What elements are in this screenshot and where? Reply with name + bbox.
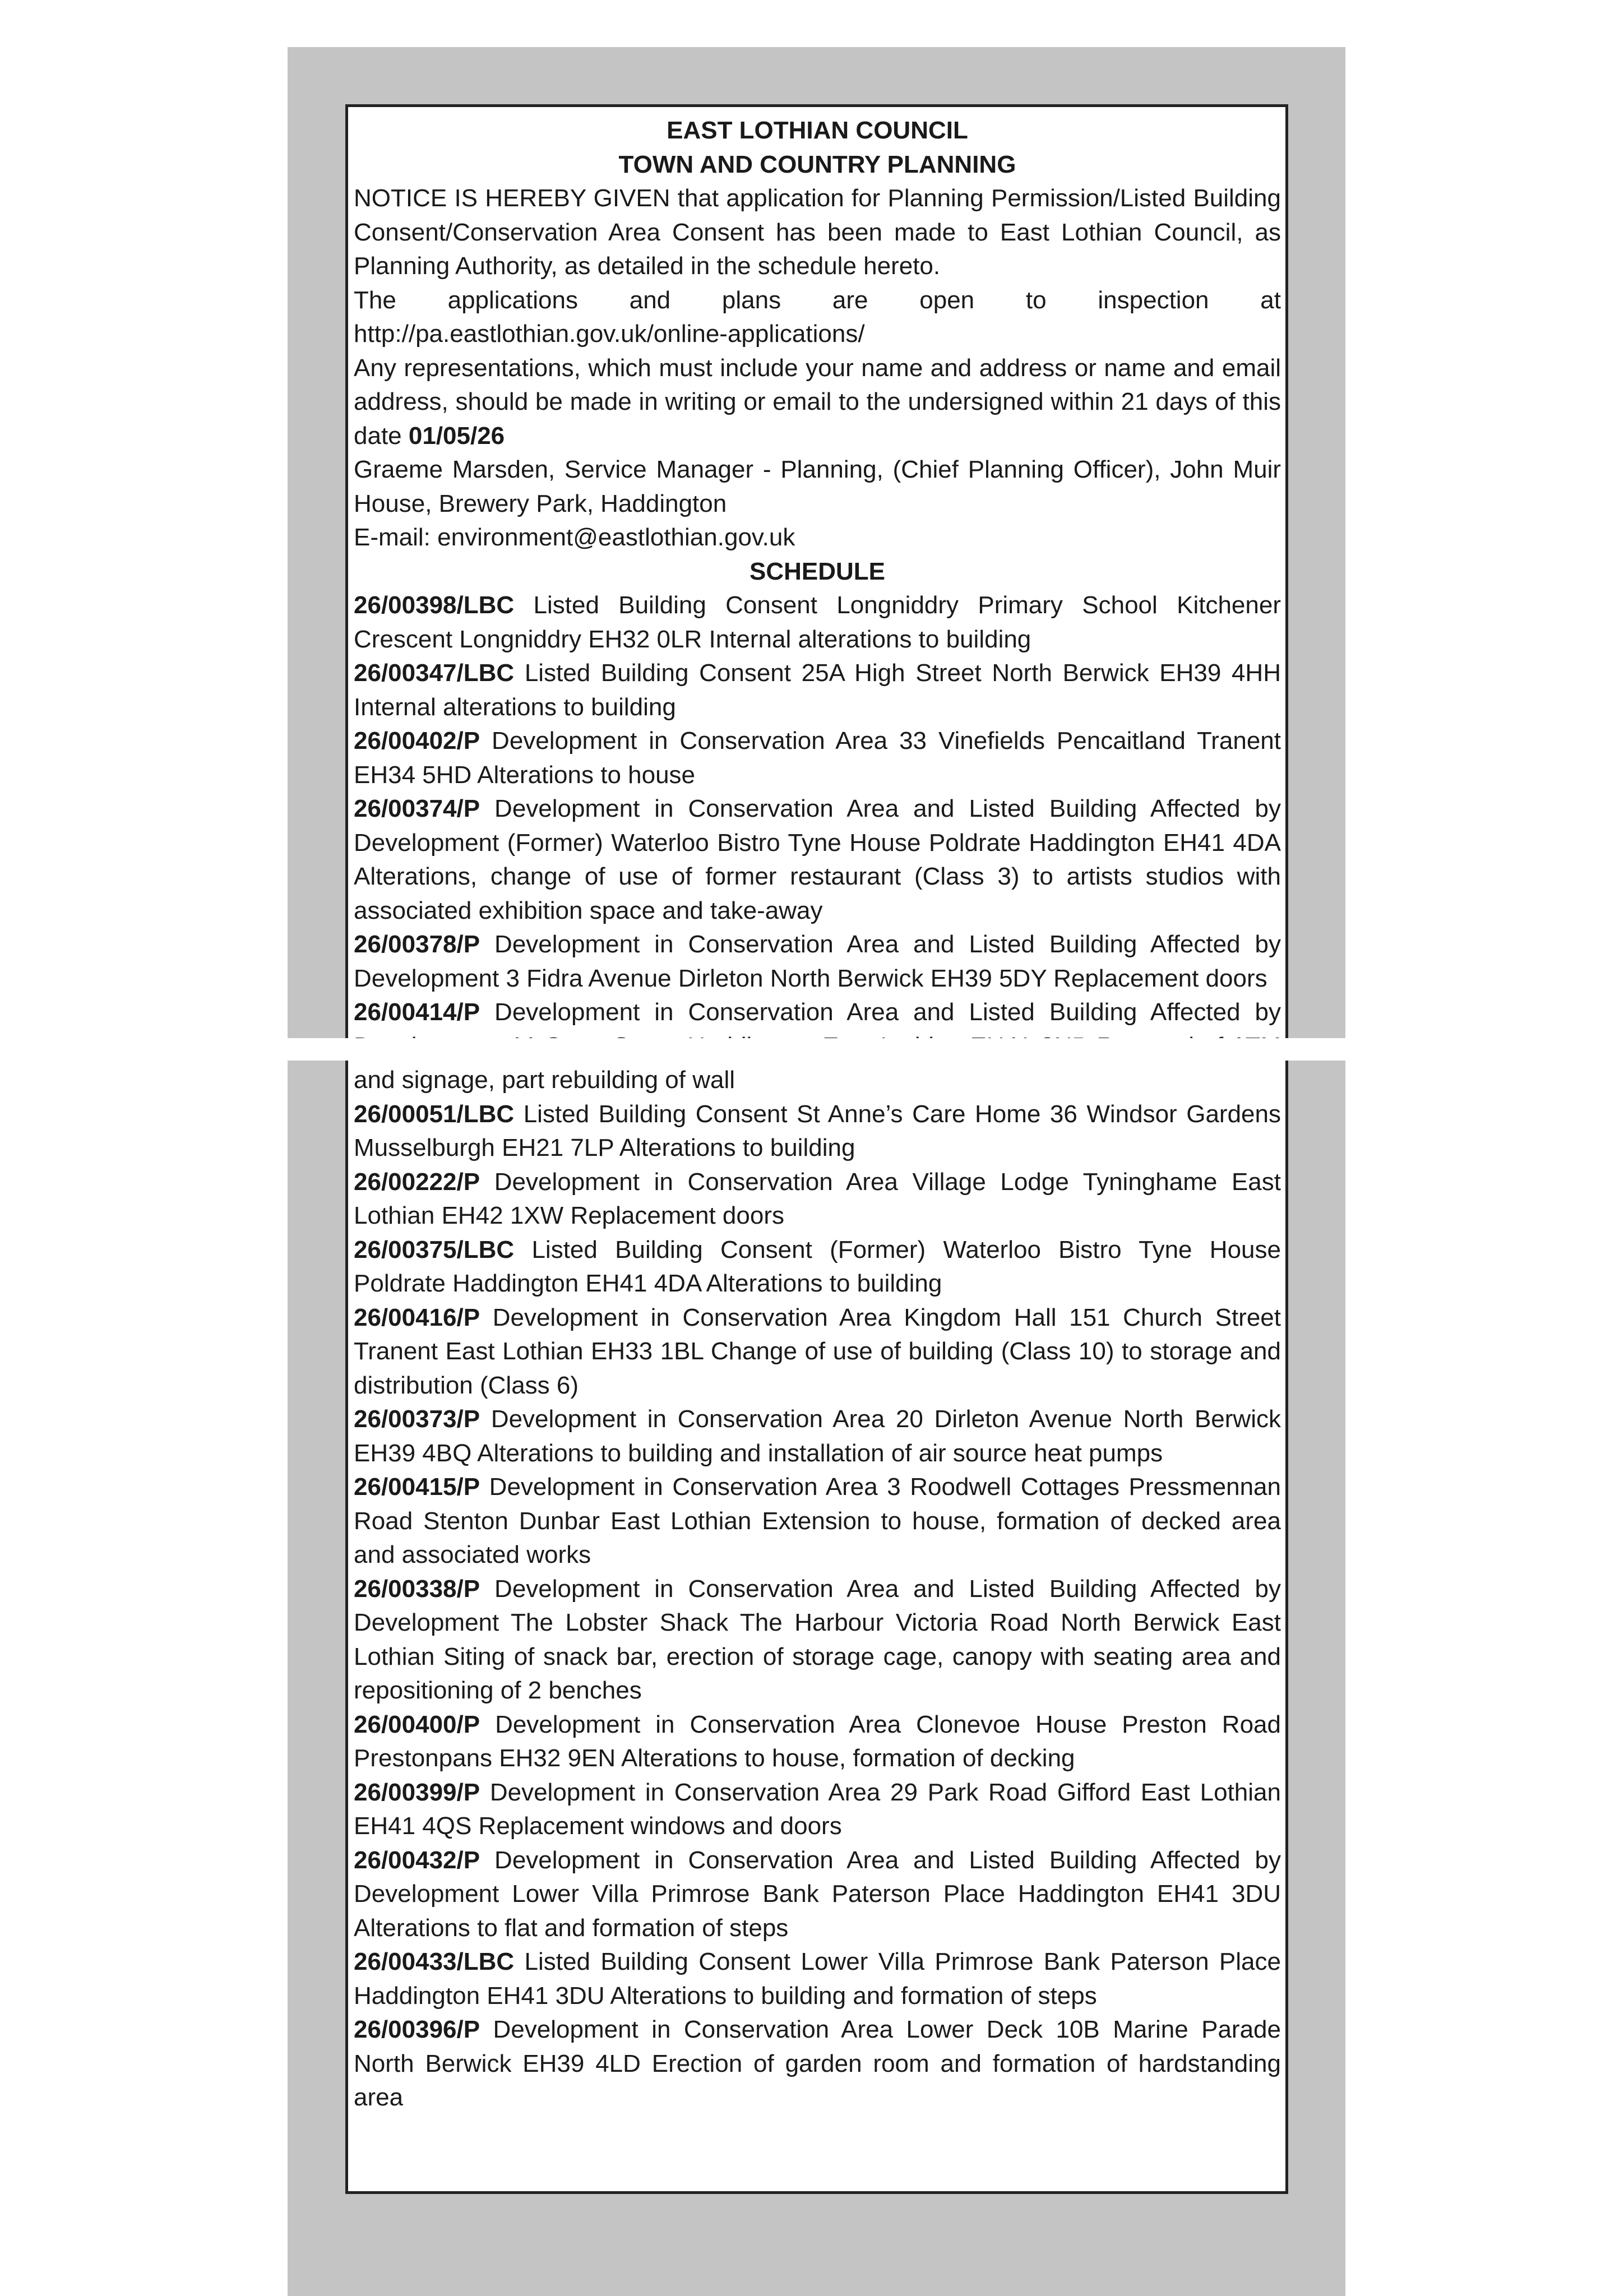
- application-description: Development in Conservation Area Village Lodge Tyninghame East Lothian EH42 1XW Replacement doors: [354, 1168, 1281, 1229]
- application-reference: 26/00222/P: [354, 1168, 480, 1196]
- application-entry: [354, 1945, 1281, 2013]
- application-reference: 26/00398/LBC: [354, 591, 515, 619]
- application-entry: [354, 1572, 1281, 1708]
- inspection-paragraph: The applications and plans are open to inspection at http://pa.eastlothian.gov.uk/online-applications/: [354, 286, 1281, 348]
- application-description: Development in Conservation Area 3 Roodwell Cottages Pressmennan Road Stenton Dunbar East Lothian Extension to house, formation of decked area and associated works: [354, 1473, 1281, 1568]
- application-entry: [354, 2013, 1281, 2115]
- application-reference: 26/00399/P: [354, 1778, 480, 1806]
- application-reference: 26/00373/P: [354, 1405, 480, 1433]
- application-reference: 26/00374/P: [354, 795, 480, 822]
- application-reference: 26/00414/P: [354, 998, 480, 1026]
- application-description: Development in Conservation Area Kingdom Hall 151 Church Street Tranent East Lothian EH33 1BL Change of use of building (Class 10) to storage and distribution (Class 6): [354, 1303, 1281, 1399]
- intro-paragraph: NOTICE IS HEREBY GIVEN that application for Planning Permission/Listed Building Consent/Conservation Area Consent has been made to East Lothian Council, as Planning Authority, as detailed in the schedule hereto.: [354, 184, 1281, 280]
- application-reference: 26/00378/P: [354, 931, 480, 958]
- application-reference: 26/00433/LBC: [354, 1948, 515, 1975]
- notice-subtitle: TOWN AND COUNTRY PLANNING: [618, 150, 1016, 178]
- application-description: Development in Conservation Area and Listed Building Affected by Development Lower Villa Primrose Bank Paterson Place Haddington EH41 3DU Alterations to flat and formation of steps: [354, 1846, 1281, 1942]
- schedule-title: SCHEDULE: [749, 557, 886, 585]
- application-entry: [354, 792, 1281, 928]
- application-reference: 26/00400/P: [354, 1710, 480, 1738]
- application-entry: [354, 1776, 1281, 1844]
- application-list: [354, 589, 1281, 2115]
- planning-notice: [345, 104, 1288, 2194]
- application-reference: 26/00338/P: [354, 1575, 480, 1603]
- application-reference: 26/00416/P: [354, 1303, 480, 1331]
- application-entry: [354, 1844, 1281, 1946]
- application-description: Development in Conservation Area Lower Deck 10B Marine Parade North Berwick EH39 4LD Erection of garden room and formation of hardstanding area: [354, 2016, 1281, 2111]
- application-description: Development in Conservation Area and Listed Building Affected by and signage, part rebuilding of wall: [354, 998, 1281, 1094]
- application-reference: 26/00402/P: [354, 727, 480, 754]
- application-reference: 26/00347/LBC: [354, 659, 515, 687]
- application-entry: [354, 1098, 1281, 1165]
- application-entry: [354, 1708, 1281, 1776]
- application-reference: 26/00051/LBC: [354, 1100, 515, 1128]
- application-description: Listed Building Consent St Anne’s Care Home 36 Windsor Gardens Musselburgh EH21 7LP Alterations to building: [354, 1100, 1281, 1161]
- email-line: E-mail: environment@eastlothian.gov.uk: [354, 524, 795, 551]
- application-reference: 26/00375/LBC: [354, 1235, 515, 1263]
- application-description: Listed Building Consent Longniddry Primary School Kitchener Crescent Longniddry EH32 0LR Internal alterations to building: [354, 591, 1281, 653]
- application-reference: 26/00432/P: [354, 1846, 480, 1874]
- notice-content: [348, 107, 1285, 2115]
- application-description: Development in Conservation Area 33 Vinefields Pencaitland Tranent EH34 5HD Alterations to house: [354, 727, 1281, 789]
- application-entry: [354, 589, 1281, 656]
- application-entry: [354, 1233, 1281, 1301]
- notice-date: 01/05/26: [408, 422, 505, 450]
- application-description: Development in Conservation Area Clonevoe House Preston Road Prestonpans EH32 9EN Alterations to house, formation of decking: [354, 1710, 1281, 1772]
- page-join-gap: [288, 1038, 1345, 1061]
- application-description: Development in Conservation Area and Listed Building Affected by Development 3 Fidra Avenue Dirleton North Berwick EH39 5DY Replacement doors: [354, 931, 1281, 992]
- application-description: Development in Conservation Area 29 Park Road Gifford East Lothian EH41 4QS Replacement windows and doors: [354, 1778, 1281, 1840]
- application-entry: [354, 1402, 1281, 1470]
- application-description: Listed Building Consent Lower Villa Primrose Bank Paterson Place Haddington EH41 3DU Alterations to building and formation of steps: [354, 1948, 1281, 2010]
- application-entry: [354, 1301, 1281, 1403]
- application-reference: 26/00396/P: [354, 2016, 480, 2043]
- council-title: EAST LOTHIAN COUNCIL: [667, 117, 968, 144]
- representations-text: Any representations, which must include your name and address or name and email address, should be made in writing or email to the undersigned within 21 days of this date: [354, 354, 1281, 450]
- application-entry: [354, 724, 1281, 792]
- application-description: Development in Conservation Area 20 Dirleton Avenue North Berwick EH39 4BQ Alterations to building and installation of air source heat pumps: [354, 1405, 1281, 1467]
- application-entry: [354, 928, 1281, 996]
- application-entry: [354, 1165, 1281, 1233]
- representations-paragraph: [354, 351, 1281, 453]
- application-reference: 26/00415/P: [354, 1473, 480, 1501]
- application-description: Listed Building Consent 25A High Street North Berwick EH39 4HH Internal alterations to building: [354, 659, 1281, 721]
- application-description: Listed Building Consent (Former) Waterloo Bistro Tyne House Poldrate Haddington EH41 4DA Alterations to building: [354, 1235, 1281, 1297]
- signatory-paragraph: Graeme Marsden, Service Manager - Planning, (Chief Planning Officer), John Muir House, Brewery Park, Haddington: [354, 456, 1281, 517]
- application-description: Development in Conservation Area and Listed Building Affected by Development (Former) Waterloo Bistro Tyne House Poldrate Haddington EH41 4DA Alterations, change of use of former restaurant (Class 3) to artists studios with associated exhibition space and take-away: [354, 795, 1281, 924]
- application-entry: [354, 1470, 1281, 1572]
- application-description: Development in Conservation Area and Listed Building Affected by Development The Lobster Shack The Harbour Victoria Road North Berwick East Lothian Siting of snack bar, erection of storage cage, canopy with seating area and repositioning of 2 benches: [354, 1575, 1281, 1704]
- application-entry: [354, 656, 1281, 724]
